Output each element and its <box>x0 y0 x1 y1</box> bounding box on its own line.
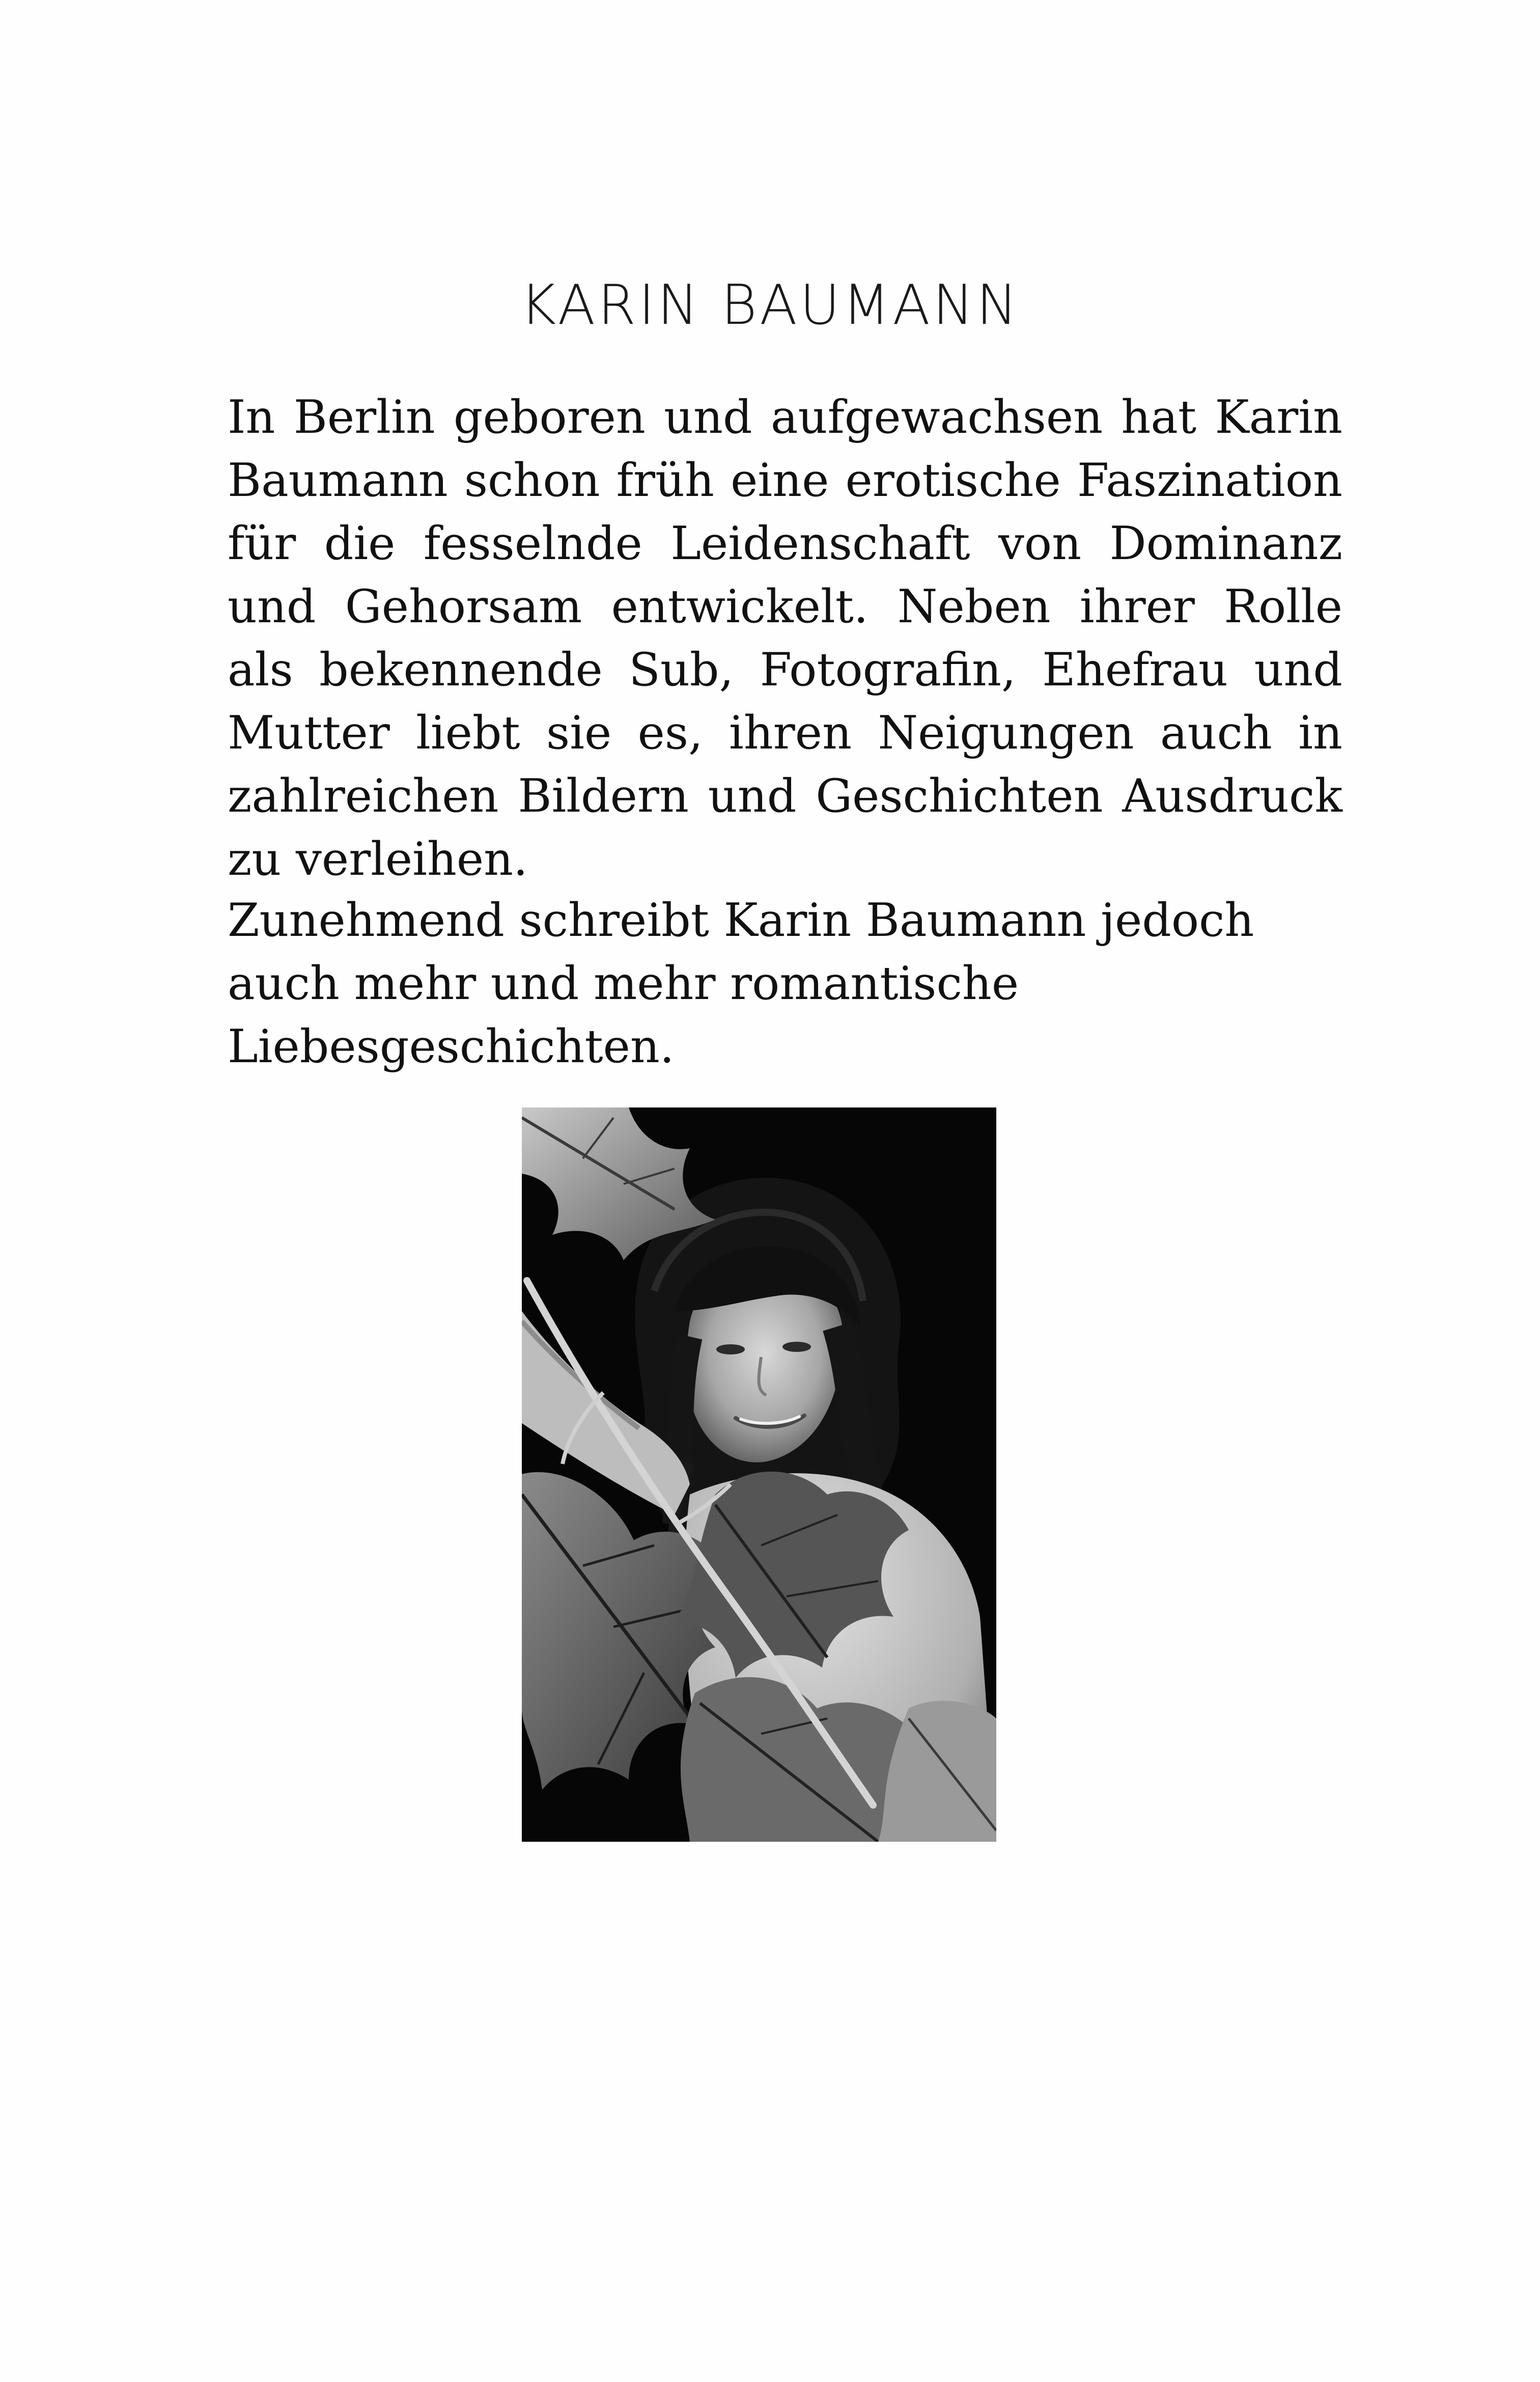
author-photo <box>522 1107 996 1842</box>
author-portrait-image <box>522 1107 996 1842</box>
bio-paragraph-2: Zunehmend schreibt Karin Baumann jedoch auch mehr und mehr romantische Liebesgeschichten. <box>228 894 1254 1073</box>
author-name-heading: KARIN BAUMANN <box>520 273 1020 337</box>
bio-paragraph-1: In Berlin geboren und aufgewachsen hat Karin Baumann schon früh eine erotische Faszination für die fesselnde Leidenschaft von Dominanz und Gehorsam entwickelt. Neben ihrer Rolle als bekennende Sub, Fotografin, Ehefrau und Mutter liebt sie es, ihren Neigungen auch in zahlreichen Bildern und Geschichten Ausdruck zu verleihen. <box>228 391 1342 886</box>
